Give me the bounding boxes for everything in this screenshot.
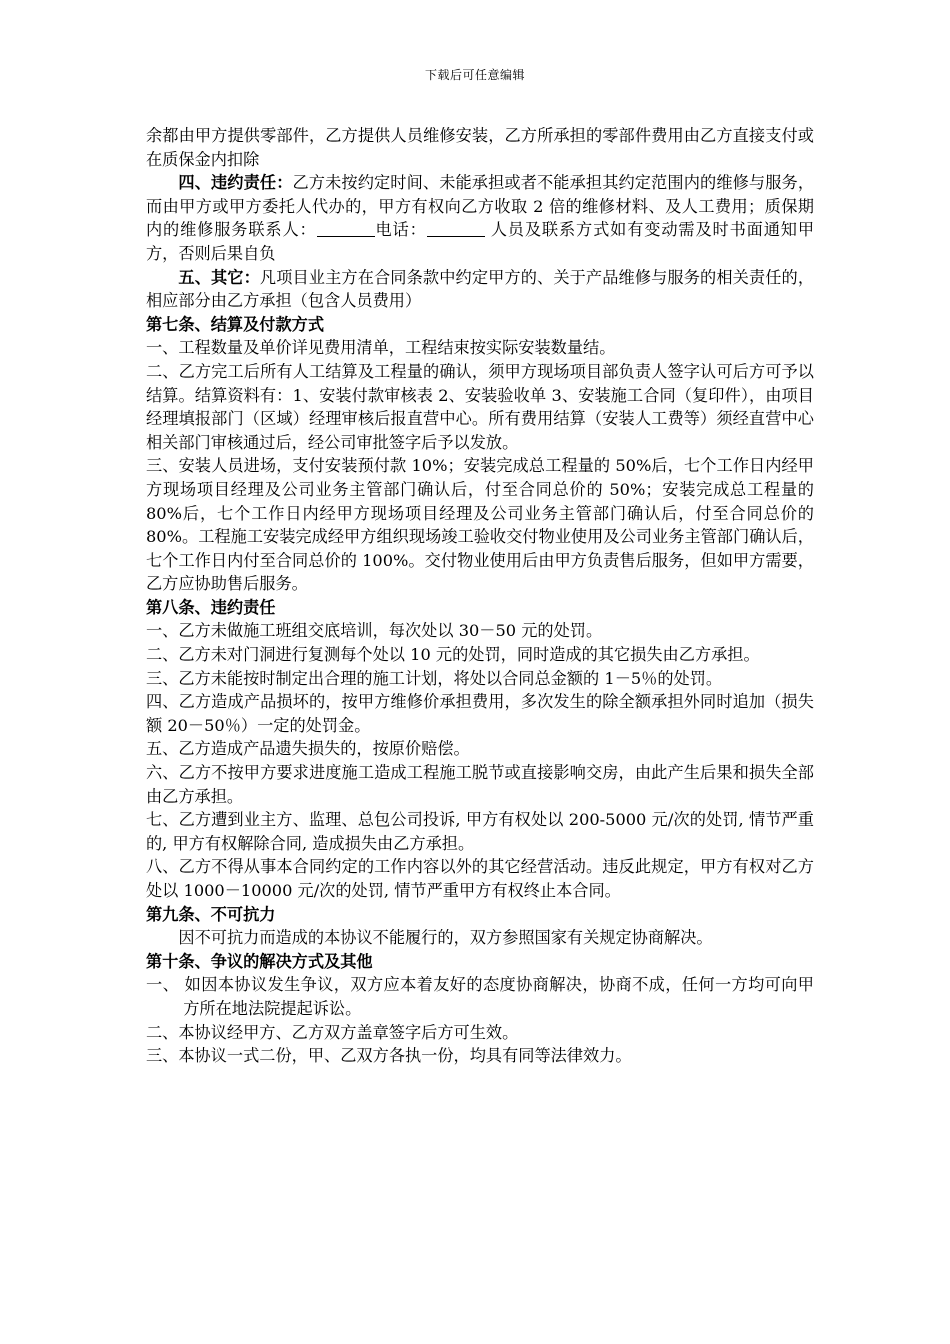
clause-text: 凡项目业主方在合同条款中约定甲方的、关于产品维修与服务的相关责任的，相应部分由乙方承担（包含人员费用） (146, 267, 815, 311)
article-10-item: 三、本协议一式二份，甲、乙双方各执一份，均具有同等法律效力。 (146, 1046, 632, 1066)
page-header: 下载后可任意编辑 (424, 68, 525, 82)
article-8-item: 六、乙方不按甲方要求进度施工造成工程施工脱节或直接影响交房，由此产生后果和损失全部由乙方承担。 (146, 763, 814, 806)
article-7-item: 二、乙方完工后所有人工结算及工程量的确认，须甲方现场项目部负责人签字认可后方可予以结算。结算资料有：1、安装付款审核表 2、安装验收单 3、安装施工合同（复印件），由项目经理填报部门（区域）经理审核后报直营中心。所有费用结算（安装人工费等）须经直营中心相关部门审核通过后，经公司审批签字后予以发放。 (146, 361, 814, 452)
article-8-item: 五、乙方造成产品遗失损失的，按原价赔偿。 (146, 739, 470, 759)
article-8-title: 第八条、违约责任 (146, 597, 276, 617)
article-8-item: 二、乙方未对门洞进行复测每个处以 10 元的处罚，同时造成的其它损失由乙方承担。 (146, 645, 760, 665)
clause-text-end: 人员及联系方式如有变动需及时书面通知甲方，否则后果自负 (146, 220, 815, 263)
paragraph-other (146, 266, 814, 313)
article-8-item: 七、乙方遭到业主方、监理、总包公司投诉, 甲方有权处以 200-5000 元/次的处罚, 情节严重的, 甲方有权解除合同, 造成损失由乙方承担。 (146, 810, 814, 853)
clause-text: 乙方未按约定时间、未能承担或者不能承担其约定范围内的维修与服务，而由甲方或甲方委托人代办的，甲方有权向乙方收取 2 倍的维修材料、及人工费用；质保期内的维修服务联系人： (146, 173, 815, 240)
article-10-item: 一、 如因本协议发生争议，双方应本着友好的态度协商解决，协商不成，任何一方均可向甲方所在地法院提起诉讼。 (146, 975, 814, 1018)
article-8-item: 八、乙方不得从事本合同约定的工作内容以外的其它经营活动。违反此规定，甲方有权对乙方处以 1000－10000 元/次的处罚, 情节严重甲方有权终止本合同。 (146, 857, 814, 900)
phone-blank (427, 220, 485, 237)
article-9-text: 因不可抗力而造成的本协议不能履行的，双方参照国家有关规定协商解决。 (178, 928, 713, 948)
article-8-item: 四、乙方造成产品损坏的，按甲方维修价承担费用，多次发生的除全额承担外同时追加（损失额 20－50％）一定的处罚金。 (146, 692, 814, 735)
article-7-item: 一、工程数量及单价详见费用清单，工程结束按实际安装数量结。 (146, 338, 616, 358)
article-7-item: 三、安装人员进场，支付安装预付款 10%；安装完成总工程量的 50%后，七个工作日内经甲方现场项目经理及公司业务主管部门确认后，付至合同总价的 50%；安装完成总工程量的 80%后，七个工作日内经甲方现场项目经理及公司业务主管部门确认后，付至合同总价的 80%。工程施工安装完成经甲方组织现场竣工验收交付物业使用及公司业务主管部门确认后，七个工作日内付至合同总价的 100%。交付物业使用后由甲方负责售后服务，但如甲方需要，乙方应协助售后服务。 (146, 456, 814, 594)
article-8-item: 三、乙方未能按时制定出合理的施工计划，将处以合同总金额的 1－5％的处罚。 (146, 668, 723, 688)
article-8-item: 一、乙方未做施工班组交底培训，每次处以 30－50 元的处罚。 (146, 621, 603, 641)
article-10-title: 第十条、争议的解决方式及其他 (146, 951, 373, 971)
contact-person-blank (317, 220, 375, 237)
paragraph-breach-liability (146, 171, 814, 265)
document-body (146, 124, 814, 1068)
article-9-title: 第九条、不可抗力 (146, 904, 276, 924)
article-10-item: 二、本协议经甲方、乙方双方盖章签字后方可生效。 (146, 1022, 519, 1042)
article-7-title: 第七条、结算及付款方式 (146, 314, 325, 334)
clause-label: 四、违约责任： (178, 173, 293, 193)
clause-label: 五、其它： (178, 267, 260, 287)
paragraph-continuation: 余都由甲方提供零部件，乙方提供人员维修安装，乙方所承担的零部件费用由乙方直接支付或在质保金内扣除 (146, 126, 814, 169)
clause-text-phone: 电话： (374, 220, 427, 240)
